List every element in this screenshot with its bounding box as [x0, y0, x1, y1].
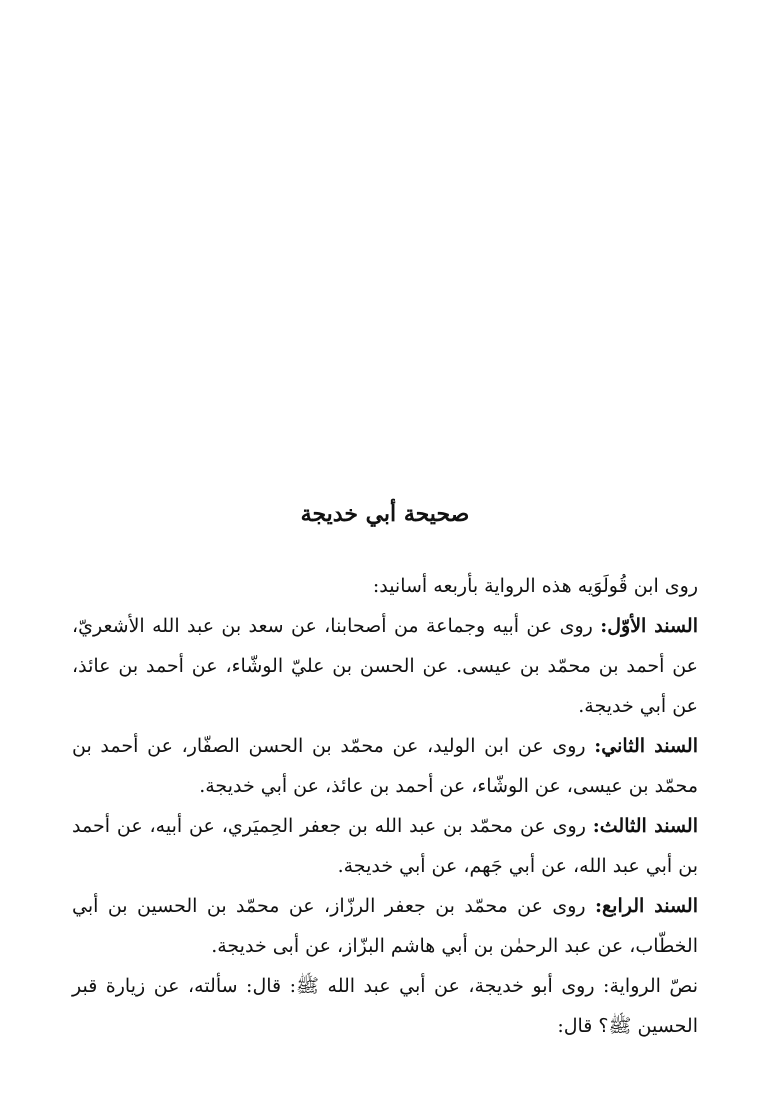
paragraph-text: روى عن محمّد بن عبد الله بن جعفر الحِميَري، عن أبيه، عن أحمد بن أبي عبد الله، عن أبي جَهم، عن أبي خديجة.: [72, 815, 698, 877]
chain-paragraph-4: [72, 886, 698, 966]
paragraph-text: روى عن أبيه وجماعة من أصحابنا، عن سعد بن عبد الله الأشعريّ، عن أحمد بن محمّد بن عيسى. عن الحسن بن عليّ الوشّاء، عن أحمد بن عائذ، عن أبي خديجة.: [72, 615, 698, 717]
narration-paragraph: [72, 966, 698, 1046]
chain-label: السند الثاني:: [594, 735, 698, 757]
paragraph-text: روى عن محمّد بن جعفر الرزّاز، عن محمّد بن الحسين بن أبي الخطّاب، عن عبد الرحمٰن بن أبي هاشم البزّاز، عن أبى خديجة.: [72, 895, 698, 957]
intro-paragraph: [72, 566, 698, 606]
paragraph-text: روى عن ابن الوليد، عن محمّد بن الحسن الصفّار، عن أحمد بن محمّد بن عيسى، عن الوشّاء، عن أحمد بن عائذ، عن أبي خديجة.: [72, 735, 698, 797]
paragraph-text: نصّ الرواية: روى أبو خديجة، عن أبي عبد الله ﷺ: قال: سألته، عن زيارة قبر الحسين ﷺ؟ قال:: [72, 975, 698, 1037]
chain-label: السند الثالث:: [592, 815, 698, 837]
chain-label: السند الأوّل:: [600, 615, 699, 637]
paragraph-text: روى ابن قُولَوَيه هذه الرواية بأربعه أسانيد:: [372, 575, 698, 597]
chain-paragraph-2: [72, 726, 698, 806]
section-title: صحيحة أبي خديجة: [300, 501, 470, 527]
chain-label: السند الرابع:: [595, 895, 698, 917]
body-text: [72, 566, 698, 1046]
chain-paragraph-3: [72, 806, 698, 886]
chain-paragraph-1: [72, 606, 698, 726]
